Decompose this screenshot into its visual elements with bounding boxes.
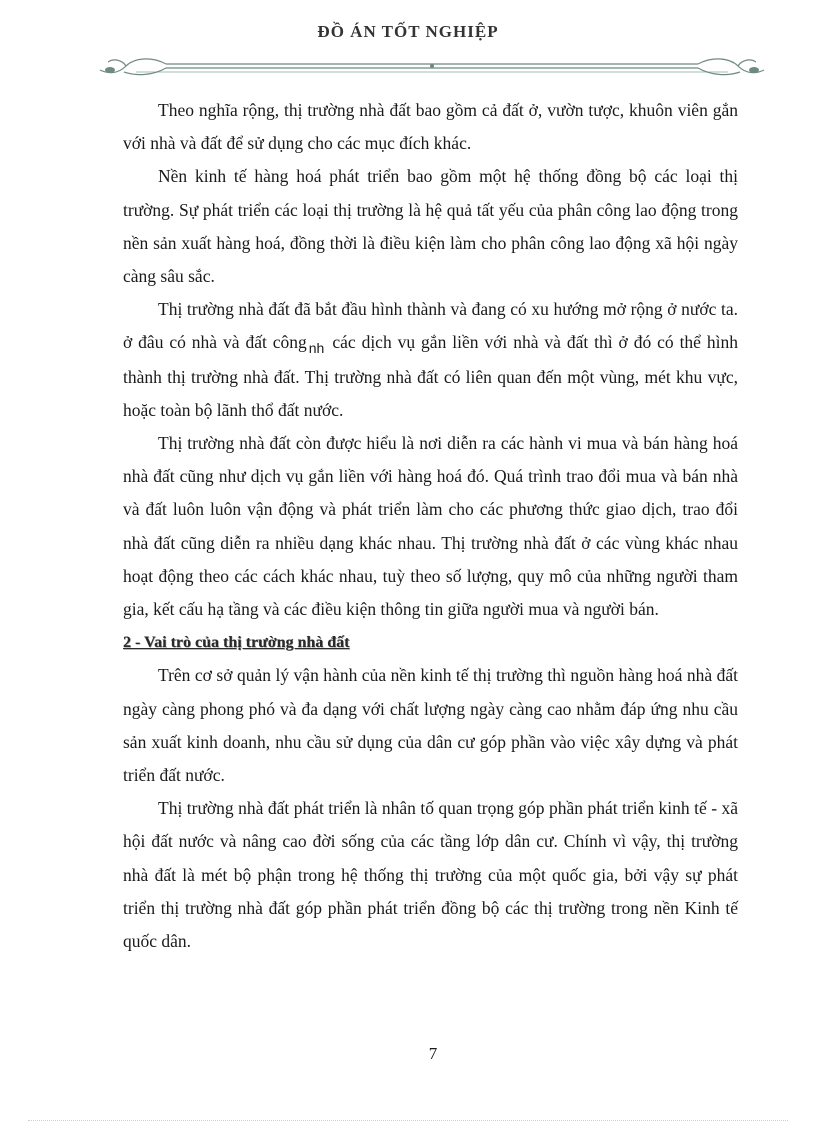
paragraph-3 — [123, 293, 738, 427]
paragraph-5: Trên cơ sở quản lý vận hành của nền kinh tế thị trường thì nguồn hàng hoá nhà đất ngày càng phong phó và đa dạng với chất lượng ngày càng cao nhằm đáp ứng nhu cầu sản xuất kinh doanh, nhu cầu sử dụng của dân cư góp phần vào việc xây dựng và phát triển đất nước. — [123, 665, 738, 786]
paragraph-4: Thị trường nhà đất còn được hiểu là nơi diễn ra các hành vi mua và bán hàng hoá nhà đất cũng như dịch vụ gắn liền với hàng hoá đó. Quá trình trao đổi mua và bán nhà và đất luôn luôn vận động và phát triển làm cho các phương thức giao dịch, trao đổi nhà đất cũng diễn ra nhiều dạng khác nhau. Thị trường nhà đất ở các vùng khác nhau hoạt động theo các cách khác nhau, tuỳ theo số lượng, quy mô của những người tham gia, kết cấu hạ tầng và các điều kiện thông tin giữa người mua và người bán. — [123, 433, 738, 620]
section-heading: 2 - Vai trò của thị trường nhà đất — [123, 634, 350, 652]
page-header-title: ĐỒ ÁN TỐT NGHIỆP — [317, 22, 499, 41]
document-body — [123, 94, 738, 958]
paragraph-3-fragment: nh — [308, 340, 325, 357]
paragraph-3-part-1: Thị trường nhà đất đã bắt đầu hình thành và đang có xu hướng mở rộng ở nước ta. ở đâu có nhà và đất công — [123, 299, 738, 353]
paragraph-2: Nền kinh tế hàng hoá phát triển bao gồm một hệ thống đồng bộ các loại thị trường. Sự phát triển các loại thị trường là hệ quả tất yếu của phân công lao động trong nền sản xuất hàng hoá, đồng thời là điều kiện làm cho phân công lao động xã hội ngày càng sâu sắc. — [123, 166, 738, 287]
paragraph-3-part-2: các dịch vụ gắn liền với nhà và đất thì ở đó có thể hình thành thị trường nhà đất. Thị trường nhà đất có liên quan đến một vùng, mét khu vực, hoặc toàn bộ lãnh thổ đất nước. — [123, 332, 738, 420]
page-number: 7 — [428, 1044, 438, 1063]
paragraph-6: Thị trường nhà đất phát triển là nhân tố quan trọng góp phần phát triển kinh tế - xã hội đất nước và nâng cao đời sống của các tầng lớp dân cư. Chính vì vậy, thị trường nhà đất là mét bộ phận trong hệ thống thị trường của một quốc gia, bởi vậy sự phát triển thị trường nhà đất góp phần phát triển đồng bộ các thị trường trong nền Kinh tế quốc dân. — [123, 798, 738, 952]
decorative-border-ornament — [96, 52, 768, 84]
bottom-divider — [28, 1120, 788, 1121]
paragraph-1: Theo nghĩa rộng, thị trường nhà đất bao gồm cả đất ở, vườn tược, khuôn viên gắn với nhà và đất để sử dụng cho các mục đích khác. — [123, 100, 738, 154]
